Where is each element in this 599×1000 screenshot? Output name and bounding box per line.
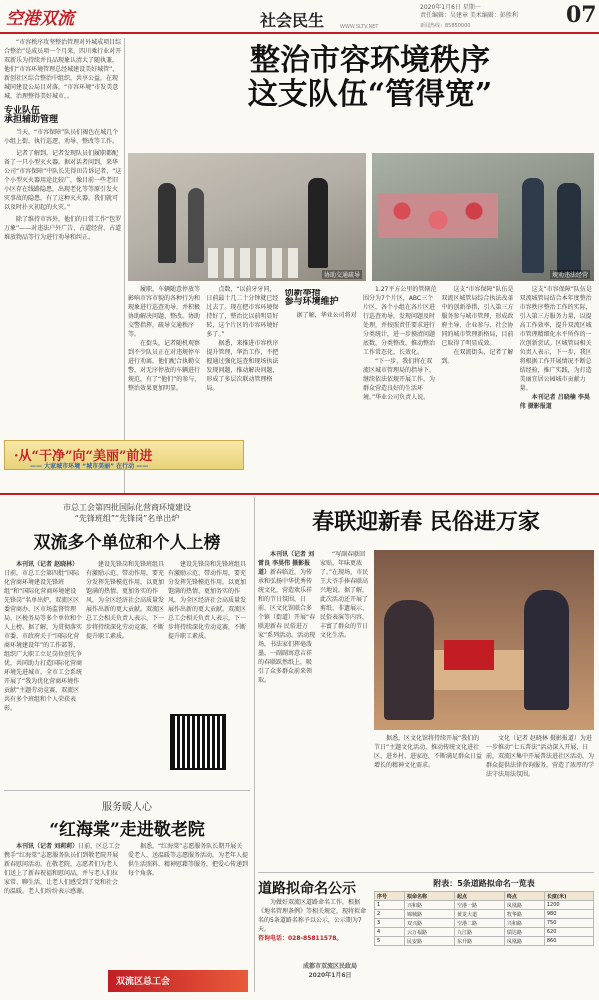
table-cell: 瑞达路 bbox=[504, 928, 544, 937]
article-column bbox=[441, 285, 515, 470]
side-column bbox=[4, 38, 122, 245]
table-cell: 兴和路 bbox=[504, 919, 544, 928]
photo-crosswalk bbox=[208, 248, 298, 278]
column-divider bbox=[254, 497, 255, 992]
table-cell: 860 bbox=[544, 937, 593, 946]
article-column bbox=[520, 285, 594, 470]
table-header-row bbox=[375, 892, 594, 901]
side-paragraph: 记者了解到，记者发现队员们履职都配备了一只小型灭火器。据对话者问到，来华公司“市容保障”中队长先得田告诉记者，“这个小型灭火器用途比较广，像目前一些老旧小区存在线路隐患，出现老化等等原引发火灾事故的隐患，有了这种灭火器，我们就可以及时扑灭初起的火灾。” bbox=[4, 150, 122, 211]
headline-line-1: 整治市容环境秩序 bbox=[250, 43, 490, 78]
notice-org: 成都市双流区民政局 bbox=[302, 963, 357, 970]
table-cell: 980 bbox=[544, 910, 593, 919]
section-rule bbox=[0, 493, 599, 495]
photo-figure bbox=[384, 600, 434, 720]
table-cell: 空港一路 bbox=[454, 901, 504, 910]
table-cell: 5 bbox=[375, 937, 405, 946]
article-paragraph: 履职，车辆随意停放等影响市容市貌的各种行为和现象进行巡查劝导，并积极协助解决问题、整改。协助交警指挥，疏导交通秩序等。 bbox=[128, 286, 201, 338]
story-byline: 本刊讯（记者 刘莉莉） bbox=[16, 843, 79, 850]
ad-strip-text: 双流区总工会 bbox=[116, 977, 171, 987]
story-body bbox=[258, 550, 316, 860]
table-cell: 750 bbox=[544, 919, 593, 928]
table-row bbox=[375, 937, 594, 946]
article-subhead: 创新举措 参与环境维护 bbox=[284, 289, 339, 307]
rule-line bbox=[4, 790, 250, 791]
main-headline bbox=[200, 44, 540, 112]
story-body bbox=[168, 560, 250, 710]
article-byline: 本刊记者 吕晓楠 李昊伟 摄影报道 bbox=[519, 394, 590, 410]
story-body bbox=[86, 560, 164, 750]
page-number: 07 bbox=[566, 2, 597, 28]
table-title: 附表：5条道路拟命名一览表 bbox=[433, 879, 535, 888]
header-url: WWW.SLTV.NET bbox=[340, 24, 379, 30]
story-text: 新春临近，为传承和弘扬中华优秀传统文化，营造欢乐祥和的节日氛围，日前，区文化馆联合多个镇（街道）开展“春联迎新春 民俗进万家”系列活动。活动现场，书法家们挥毫泼墨，一副副寓意吉祥的春联跃然纸上，吸引了众多群众前来领取。 bbox=[258, 569, 316, 684]
column-divider bbox=[124, 38, 125, 493]
story-nursing-home bbox=[4, 798, 250, 840]
story-union-awards bbox=[4, 502, 250, 553]
article-paragraph: 这支“市容保障”队伍是双流城管局结合本年度整治市容秩序整治工作的实际，引入第三方服务力量，以提高工作效率，提升双流区城市管理精细化水平所作的一次创新尝试。区城管局相关负责人表示，下一步，我区将根据工作开展情况不断总结经验，推广实践，为打造美丽宜居公园城市贡献力量。 bbox=[519, 286, 592, 392]
photo-red-paper bbox=[444, 640, 494, 670]
table-row bbox=[375, 928, 594, 937]
story-body bbox=[320, 550, 370, 860]
table-cell: 锦城路 bbox=[404, 910, 454, 919]
notice-table-box bbox=[374, 878, 594, 946]
article-column bbox=[363, 285, 437, 470]
story-text: 日前，区总工会携手“红海棠”志愿服务队员们到敬老院开展新春慰问活动。在敬老院，志愿者们为老人们送上了新春祝福和慰问品，并与老人们拉家常、聊生活，让老人们感受到了党和社会的温暖。老人们纷纷表示感谢。 bbox=[4, 843, 121, 895]
table-row bbox=[375, 919, 594, 928]
table-header: 终点 bbox=[504, 892, 544, 901]
table-cell: 凤凰路 bbox=[504, 937, 544, 946]
photo-figure bbox=[158, 183, 176, 263]
table-cell: 民安路 bbox=[404, 937, 454, 946]
article-paragraph: 在双流街头，记者了解到。 bbox=[441, 349, 514, 365]
table-cell: 1200 bbox=[544, 901, 593, 910]
table-cell: 牧华路 bbox=[504, 910, 544, 919]
side-paragraph: 当天，“市容保障”队员们褐色在城几个小组上街，执行巡逻、劝导、整改等工作。 bbox=[4, 129, 119, 145]
story-kicker: 市总工会第四批国际化营商环境建设 bbox=[63, 503, 191, 512]
table-cell: 620 bbox=[544, 928, 593, 937]
article-paragraph: 据了解，华业公司将对 bbox=[296, 312, 357, 319]
article-paragraph: 据悉，来推进市容秩序提升管理，华治工作，不把握通过强化巡查和现场执法发现问题，推动解决问题，形成了多层次联动管理格局。 bbox=[206, 340, 279, 392]
article-paragraph: 在街头，记者随机观察到不少队员正在对违规停车进行劝离，他们配合执勤交警，对无序停放的车辆进行规范，有了“他们”的参与，整治效果更加明显。 bbox=[128, 340, 201, 392]
story-text: 据悉，区文化馆将持续开展“我们的节日”主题文化活动，推动传统文化进社区、进乡村、进家庭，不断满足群众日益增长的精神文化需求。 bbox=[374, 735, 482, 769]
section-title: 社会民生 bbox=[260, 11, 325, 30]
article-paragraph: 这支“市容保障”队伍是双流区城管局综合执法改革中的创新举措，引入第三方服务参与城市管理，形成政府主导、企业参与、社会协同的城市管理新格局，目前已取得了明显成效。 bbox=[441, 286, 514, 347]
rule-line bbox=[258, 872, 594, 873]
story-kicker: “先锋班组”“先锋岗”名单出炉 bbox=[74, 514, 180, 523]
table-cell: 空港二路 bbox=[454, 919, 504, 928]
notice-phone: 咨询电话：028-85811578。 bbox=[258, 935, 343, 942]
table-header: 拟命名称 bbox=[404, 892, 454, 901]
notice-title: 道路拟命名公示 bbox=[258, 881, 356, 897]
table-cell: 3 bbox=[375, 919, 405, 928]
story-byline: 本刊讯（记者 刘雷良 李昊伟 摄影报道） bbox=[258, 551, 315, 576]
date-text: 2020年1月6日 星期一 bbox=[420, 4, 481, 11]
table-cell: 云万福路 bbox=[404, 928, 454, 937]
photo-figure bbox=[188, 188, 204, 263]
table-cell: 九江路 bbox=[454, 928, 504, 937]
caption-text: 文化（记者 赵晓林 摄影报道）为进一步推动“七五普法”活动深入开展，日前，双流区集中开展普法进社区活动，为群众提供法律咨询服务，营造了浓厚的学法守法用法氛围。 bbox=[486, 735, 594, 778]
table-header: 长度(米) bbox=[544, 892, 593, 901]
story-text: 建设先锋岗和先锋班组具有激励示范、带动作用，要充分发挥先锋模范作用，以更加饱满的热情、更加务实的作风，为全区经济社会高质量发展作出新的更大贡献。双流区总工会相关负责人表示，下一步将持续深化劳动竞赛，不断提升职工素质。 bbox=[168, 561, 247, 640]
header-date bbox=[420, 4, 518, 20]
article-paragraph: 1.27平方公里的管辖范围分为7个片区，ABC三个片区，各个小组在各片区进行巡查劝导，发现问题及时处理，并按照责任要求进行分类统计，进一步摸清问题底数，分类整改，推动整治工作常态化、长效化。 bbox=[363, 286, 437, 356]
table-row bbox=[375, 901, 594, 910]
header-rule bbox=[0, 32, 599, 34]
story-headline: 春联迎新春 民俗进万家 bbox=[312, 509, 540, 535]
photo-figure bbox=[308, 178, 328, 268]
table-cell: 凤凰路 bbox=[504, 901, 544, 910]
banner-slogan: ·从“干净”向“美丽”前进 bbox=[14, 449, 153, 464]
side-section-head: 专业队伍 承担辅助管理 bbox=[4, 106, 59, 125]
masthead-brand: 空港双流 bbox=[6, 9, 74, 29]
notice-date: 2020年1月6日 bbox=[308, 972, 352, 979]
header-hotline: 新闻热线：85850000 bbox=[420, 23, 471, 29]
notice-signature bbox=[290, 962, 370, 980]
table-row bbox=[375, 910, 594, 919]
photo-caption: 规劝违法经营 bbox=[551, 272, 588, 279]
photo-figure bbox=[522, 178, 544, 273]
story-body bbox=[128, 842, 248, 967]
story-body bbox=[4, 560, 82, 750]
table-cell: 4 bbox=[375, 928, 405, 937]
story-headline: “红海棠”走进敬老院 bbox=[49, 820, 205, 840]
story-body bbox=[4, 842, 122, 967]
article-column bbox=[285, 285, 359, 470]
table-cell: 黄龙大道 bbox=[454, 910, 504, 919]
story-text: 建设先锋岗和先锋班组具有激励示范、带动作用，要充分发挥先锋模范作用，以更加饱满的热情、更加务实的作风，为全区经济社会高质量发展作出新的更大贡献。双流区总工会相关负责人表示，下一步将持续深化劳动竞赛，不断提升职工素质。 bbox=[86, 561, 164, 640]
photo-produce bbox=[378, 193, 498, 238]
headline-line-2: 这支队伍“管得宽” bbox=[247, 77, 493, 112]
story-text: 日前，市总工会第四批“国际化营商环境建设先锋班组”和“国际化营商环境建设先锋岗”名单出炉，双流区区委营商办、区市场监督管理局、区税务局等多个单位和个人上榜。据了解，为贯彻落实市委、市政府关于“国际化营商环境建设年”的工作部署，组织广大职工立足岗位创先争优，共同助力打造国际化营商环境先进城市，全市工会系统开展了“我为优化营商环境作贡献”主题劳动竞赛，双流区共有多个班组和个人荣获表彰。 bbox=[4, 570, 82, 712]
table-cell: 兴和路 bbox=[404, 901, 454, 910]
table-cell: 1 bbox=[375, 901, 405, 910]
banner-subline: —— 大家城市环境 “城市美丽” 在行动 —— bbox=[30, 463, 149, 470]
photo-figure bbox=[524, 590, 569, 710]
story-text: 据悉，“红海棠”志愿服务队长期开展关爱老人、送温暖等志愿服务活动，为老年人提供生活照料、精神慰藉等服务，把爱心传递到每个角落。 bbox=[128, 843, 248, 877]
photo-caption bbox=[486, 734, 594, 864]
table-header: 起点 bbox=[454, 892, 504, 901]
photo-figure bbox=[557, 183, 581, 273]
notice-text: 为做好双流区道路命名工作，根据《地名管理条例》等相关规定，现将拟命名的5条道路名称予以公示，公示期为7天。 bbox=[258, 899, 367, 933]
table-cell: 2 bbox=[375, 910, 405, 919]
table-header: 序号 bbox=[375, 892, 405, 901]
road-naming-table bbox=[374, 891, 594, 946]
article-paragraph: “下一步，我们将在双流区城市管理局的指导下，继续依法依规开展工作，为群众营造良好的生活环境。”华业公司负责人说。 bbox=[363, 358, 436, 401]
table-cell: 东升路 bbox=[454, 937, 504, 946]
story-byline: 本刊讯（记者 赵晓林） bbox=[16, 561, 79, 568]
notice-body bbox=[258, 898, 370, 956]
story-headline: 双流多个单位和个人上榜 bbox=[33, 533, 221, 553]
story-text: “写副春联回家贴，年味更浓了。”在现场，市民王大爷手捧春联高兴地说。据了解，此次活动还开展了剪纸、非遗展示、民俗表演等内容，丰富了群众的节日文化生活。 bbox=[320, 551, 369, 639]
side-paragraph: 除了维持市容外，他们的日常工作“包罗万象”——对违法户外广告、占道经营、占道堆放物品等行为进行劝导和纠正。 bbox=[4, 216, 122, 241]
side-intro: “市容秩序攻坚整治管理对外城成项目综合整治”是成员项一个月来，四川乘行业对开双新乐为持续并良品现象认清大了随执兼，他们“市容环境管理总经城建设美好城管”，新创社区综合整治中组织，共享公益，在现城同建设公局目对落，“市容环境”市发美意城，治理整得美好城市，。 bbox=[4, 39, 122, 100]
photo-traffic-guidance bbox=[128, 153, 366, 281]
table-cell: 双兴路 bbox=[404, 919, 454, 928]
qr-code bbox=[170, 714, 226, 770]
story-kicker: 服务暖人心 bbox=[102, 802, 152, 813]
photo-caption: 协助交通疏导 bbox=[323, 272, 360, 279]
article-paragraph: 点数，“以前牙牙同，日前最十几二十分钟就已经过去了。现在把市容环境保持好了，整治比以前明显好转，这个片区的市容环境好多了。” bbox=[206, 286, 279, 338]
photo-stall-persuasion bbox=[372, 153, 594, 281]
editor-text: 责任编辑：吴建章 美术编辑：彭胜利 bbox=[420, 12, 518, 19]
photo-spring-couplets bbox=[374, 550, 594, 730]
story-body bbox=[374, 734, 482, 864]
